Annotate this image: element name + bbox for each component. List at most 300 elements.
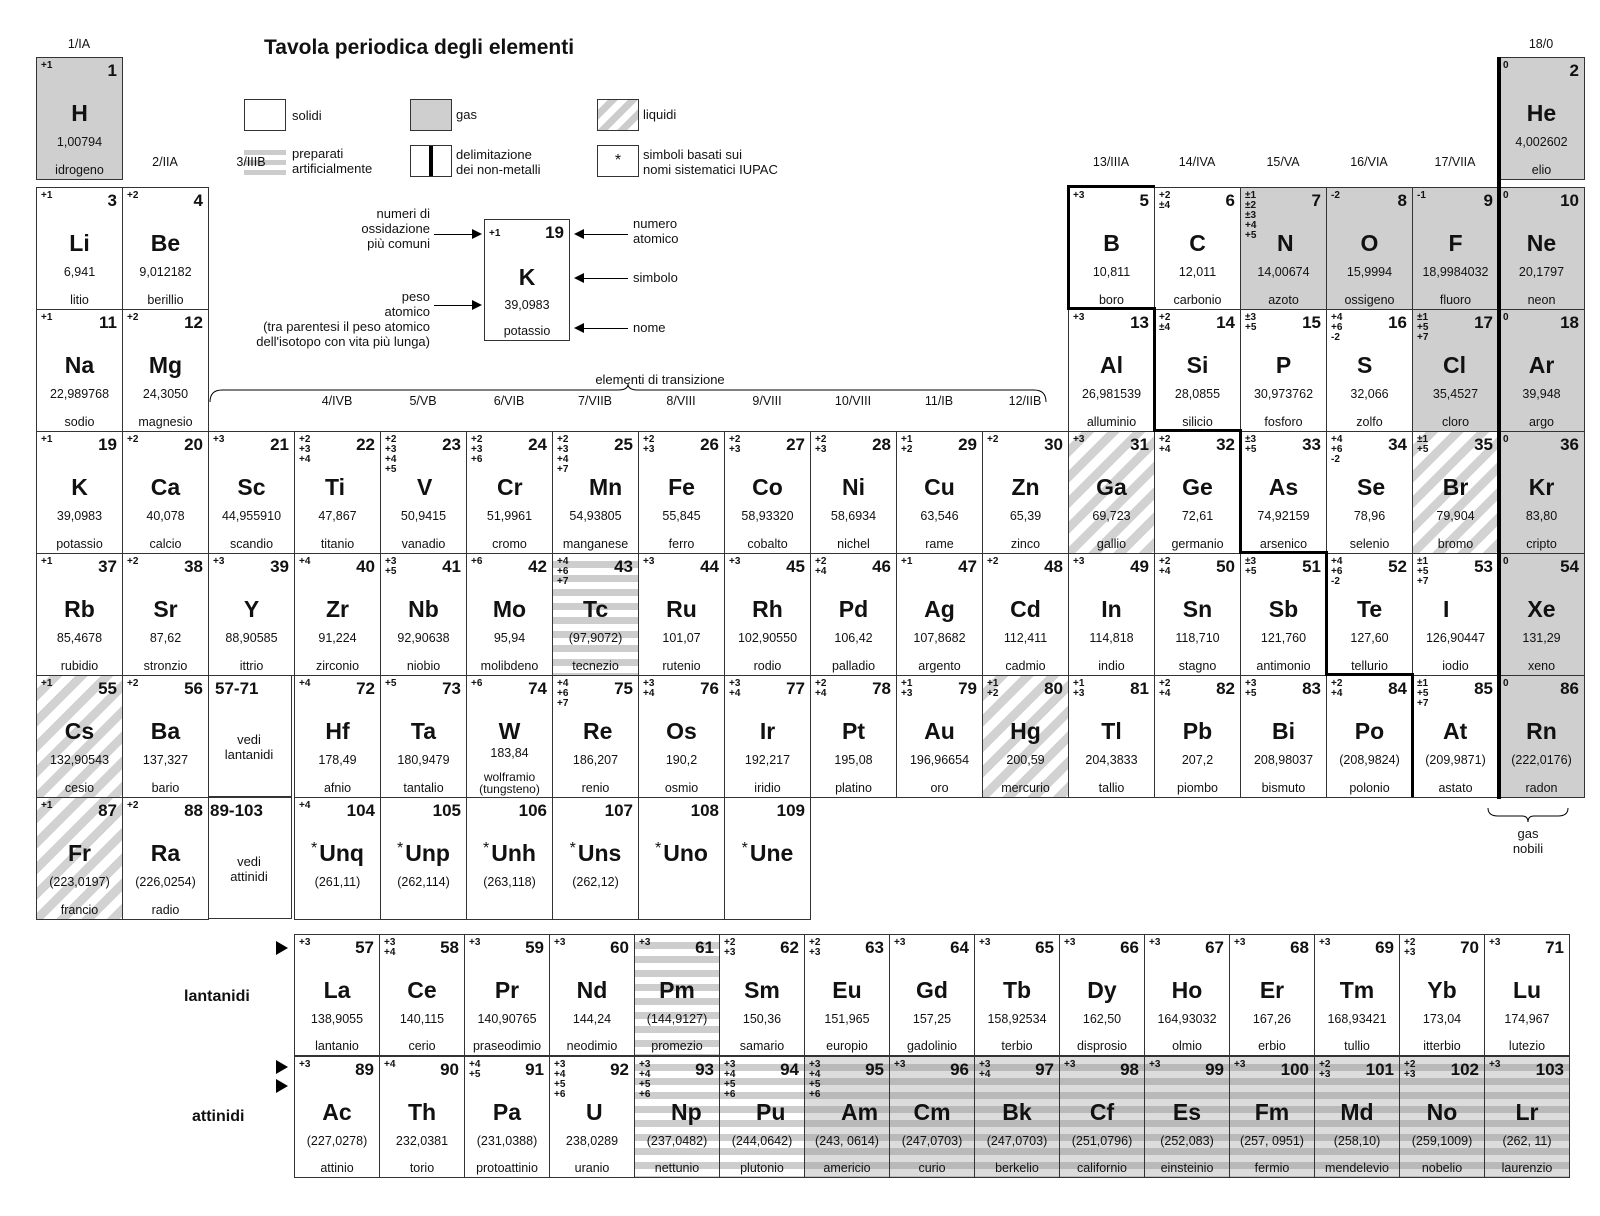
atomic-number: 41 <box>442 557 461 576</box>
element-bi[interactable] <box>1240 675 1327 798</box>
symbol-text: Np <box>671 1099 702 1125</box>
atomic-number: 92 <box>610 1060 629 1079</box>
atomic-number: 96 <box>950 1060 969 1079</box>
oxidation-states: +3 <box>1064 1059 1076 1070</box>
atomic-number: 79 <box>958 679 977 698</box>
atomic-number: 10 <box>1560 191 1579 210</box>
symbol-text: Ta <box>410 718 437 744</box>
atomic-weight: (252,083) <box>1160 1134 1214 1148</box>
element-zr[interactable] <box>294 553 381 676</box>
oxidation-states: +2 +3 <box>729 434 741 455</box>
element-ir[interactable] <box>724 675 811 798</box>
element-name: terbio <box>1001 1039 1033 1053</box>
atomic-weight: 190,2 <box>665 753 698 767</box>
oxidation-states: 0 <box>1503 678 1509 689</box>
element-ga[interactable] <box>1068 431 1155 554</box>
element-ca[interactable] <box>122 431 209 554</box>
reference-cell <box>484 219 570 341</box>
atomic-number: 9 <box>1483 191 1493 210</box>
element-name: oro <box>930 781 949 795</box>
element-symbol <box>1155 474 1240 501</box>
symbol-text: Os <box>666 718 697 744</box>
element-w[interactable] <box>466 675 553 798</box>
element-tb[interactable] <box>974 934 1060 1056</box>
symbol-text: Lu <box>1512 977 1542 1003</box>
element-ac[interactable] <box>294 1056 380 1178</box>
element-symbol <box>1145 1099 1229 1126</box>
element-symbol <box>811 718 896 745</box>
element-lu[interactable] <box>1484 934 1570 1056</box>
element-ag[interactable] <box>896 553 983 676</box>
element-symbol <box>380 1099 464 1126</box>
element-name: piombo <box>1177 781 1218 795</box>
oxidation-states: +2 <box>127 556 139 567</box>
atomic-weight: 132,90543 <box>49 753 110 767</box>
element-at[interactable] <box>1412 675 1499 798</box>
element-symbol <box>37 840 122 867</box>
actinides-placeholder[interactable] <box>206 797 292 919</box>
atomic-weight: (261,11) <box>314 875 361 889</box>
atomic-weight: 106,42 <box>834 631 873 645</box>
element-pd[interactable] <box>810 553 897 676</box>
element-symbol <box>1241 352 1326 379</box>
element-pb[interactable] <box>1154 675 1241 798</box>
element-nb[interactable] <box>380 553 467 676</box>
oxidation-states: ±3 +5 <box>1245 312 1257 333</box>
element-ru[interactable] <box>638 553 725 676</box>
element-name: rutenio <box>662 659 701 673</box>
element-symbol <box>583 596 638 623</box>
element-np[interactable] <box>634 1056 720 1178</box>
element-ne[interactable] <box>1498 187 1585 310</box>
element-he[interactable] <box>1498 57 1585 180</box>
element-symbol <box>1241 474 1326 501</box>
element-pa[interactable] <box>464 1056 550 1178</box>
element-p[interactable] <box>1240 309 1327 432</box>
oxidation-states: +1 <box>41 800 53 811</box>
element-symbol <box>1230 1099 1314 1126</box>
atomic-number: 29 <box>958 435 977 454</box>
element-hf[interactable] <box>294 675 381 798</box>
element-dy[interactable] <box>1059 934 1145 1056</box>
element-rn[interactable] <box>1498 675 1585 798</box>
symbol-text: Tl <box>1101 718 1122 744</box>
oxidation-states: +2 +4 <box>1331 678 1343 699</box>
atomic-number: 18 <box>1560 313 1579 332</box>
atomic-number: 60 <box>610 938 629 957</box>
element-rb[interactable] <box>36 553 123 676</box>
oxidation-states: +3 <box>639 937 651 948</box>
element-fe[interactable] <box>638 431 725 554</box>
element-re[interactable] <box>552 675 639 798</box>
element-cr[interactable] <box>466 431 553 554</box>
atomic-weight: 10,811 <box>1092 265 1131 279</box>
atomic-weight: (251,0796) <box>1071 1134 1133 1148</box>
element-zn[interactable] <box>982 431 1069 554</box>
atomic-weight: 35,4527 <box>1432 387 1479 401</box>
atomic-weight: 173,04 <box>1422 1012 1462 1026</box>
atomic-number: 47 <box>958 557 977 576</box>
atomic-number: 68 <box>1290 938 1309 957</box>
element-pr[interactable] <box>464 934 550 1056</box>
oxidation-states: +1 <box>41 312 53 323</box>
element-cd[interactable] <box>982 553 1069 676</box>
atomic-weight: 18,9984032 <box>1422 265 1489 279</box>
symbol-text: Kr <box>1528 474 1555 500</box>
symbol-text: Dy <box>1087 977 1117 1003</box>
element-sn[interactable] <box>1154 553 1241 676</box>
element-name: polonio <box>1349 781 1390 795</box>
element-tm[interactable] <box>1314 934 1400 1056</box>
atomic-number: 107 <box>604 801 633 820</box>
element-be[interactable] <box>122 187 209 310</box>
element-nd[interactable] <box>549 934 635 1056</box>
element-name: niobio <box>406 659 441 673</box>
element-se[interactable] <box>1326 431 1413 554</box>
element-ni[interactable] <box>810 431 897 554</box>
atomic-number: 73 <box>442 679 461 698</box>
element-ge[interactable] <box>1154 431 1241 554</box>
atomic-weight: 186,207 <box>572 753 619 767</box>
symbol-text: Mn <box>589 474 623 500</box>
atomic-weight: (247,0703) <box>986 1134 1048 1148</box>
actinides-label: attinidi <box>192 1108 245 1125</box>
element-symbol <box>123 840 208 867</box>
oxidation-states: +3 <box>213 434 225 445</box>
oxidation-states: +3 <box>894 1059 906 1070</box>
element-sb[interactable] <box>1240 553 1327 676</box>
element-s[interactable] <box>1326 309 1413 432</box>
element-pu[interactable] <box>719 1056 805 1178</box>
atomic-weight: 107,8682 <box>913 631 966 645</box>
element-eu[interactable] <box>804 934 890 1056</box>
oxidation-states: +2 +3 <box>1404 1059 1416 1080</box>
atomic-weight: (263,118) <box>483 875 536 889</box>
boundary-segment <box>1067 185 1070 309</box>
ref-cell-number: 19 <box>545 223 564 242</box>
element-rh[interactable] <box>724 553 811 676</box>
element-yb[interactable] <box>1399 934 1485 1056</box>
element-ta[interactable] <box>380 675 467 798</box>
atomic-number: 85 <box>1474 679 1493 698</box>
element-name: platino <box>835 781 872 795</box>
atomic-weight: 192,217 <box>744 753 791 767</box>
atomic-weight: 28,0855 <box>1174 387 1221 401</box>
atomic-number: 16 <box>1388 313 1407 332</box>
oxidation-states: +2 +3 <box>724 937 736 958</box>
element-symbol <box>975 977 1059 1004</box>
element-name: tallio <box>1098 781 1125 795</box>
element-as[interactable] <box>1240 431 1327 554</box>
element-name: nobelio <box>1421 1161 1463 1175</box>
element-sc[interactable] <box>208 431 295 554</box>
group-label: 8/VIII <box>666 394 696 408</box>
oxidation-states: +2 <box>987 556 999 567</box>
element-name: argento <box>918 659 961 673</box>
element-symbol <box>890 1099 974 1126</box>
atomic-number: 76 <box>700 679 719 698</box>
atomic-number: 80 <box>1044 679 1063 698</box>
element-symbol <box>381 718 466 745</box>
oxidation-states: +3 <box>1064 937 1076 948</box>
oxidation-states: +2 <box>127 678 139 689</box>
element-na[interactable] <box>36 309 123 432</box>
oxidation-states: ±1 +5 <box>1417 434 1429 455</box>
boundary-segment <box>1325 551 1328 675</box>
atomic-number: 93 <box>695 1060 714 1079</box>
element-ce[interactable] <box>379 934 465 1056</box>
element-symbol <box>1357 596 1412 623</box>
element-pm[interactable] <box>634 934 720 1056</box>
element-xe[interactable] <box>1498 553 1585 676</box>
oxidation-states: +1 <box>41 190 53 201</box>
element-th[interactable] <box>379 1056 465 1178</box>
symbol-text: Re <box>583 718 613 744</box>
element-symbol <box>1357 352 1412 379</box>
element-au[interactable] <box>896 675 983 798</box>
symbol-text: Fr <box>68 840 91 866</box>
element-tl[interactable] <box>1068 675 1155 798</box>
oxidation-states: +3 +4 <box>384 937 396 958</box>
legend-nonmetal-label: delimitazione dei non-metalli <box>456 147 541 177</box>
element-mg[interactable] <box>122 309 209 432</box>
element-name: wolframio (tungsteno) <box>479 770 540 796</box>
element-li[interactable] <box>36 187 123 310</box>
element-unq[interactable] <box>294 797 381 920</box>
element-name: calcio <box>149 537 182 551</box>
symbol-text: P <box>1275 352 1292 378</box>
element-cm[interactable] <box>889 1056 975 1178</box>
element-name: cromo <box>492 537 527 551</box>
atomic-weight: 55,845 <box>662 509 701 523</box>
atomic-number: 87 <box>98 801 117 820</box>
atomic-weight: 91,224 <box>318 631 357 645</box>
element-i[interactable] <box>1412 553 1499 676</box>
atomic-weight: 207,2 <box>1181 753 1214 767</box>
lanthanides-placeholder[interactable] <box>206 675 292 797</box>
atomic-number: 75 <box>614 679 633 698</box>
placeholder-range: 89-103 <box>210 801 263 820</box>
element-sr[interactable] <box>122 553 209 676</box>
oxidation-states: +3 <box>1319 937 1331 948</box>
symbol-text: Y <box>243 596 260 622</box>
element-kr[interactable] <box>1498 431 1585 554</box>
atomic-weight: 162,50 <box>1082 1012 1122 1026</box>
atomic-number: 6 <box>1225 191 1235 210</box>
element-symbol <box>1155 596 1240 623</box>
element-name: francio <box>60 903 99 917</box>
element-unp[interactable] <box>380 797 467 920</box>
element-name: nichel <box>837 537 870 551</box>
oxidation-states: +3 <box>1234 1059 1246 1070</box>
group-label: 5/VB <box>409 394 437 408</box>
element-unh[interactable] <box>466 797 553 920</box>
oxidation-states: +2 <box>127 434 139 445</box>
element-y[interactable] <box>208 553 295 676</box>
element-po[interactable] <box>1326 675 1413 798</box>
oxidation-states: +2 +3 <box>1319 1059 1331 1080</box>
oxidation-states: +2 +3 +4 +5 <box>385 434 397 475</box>
element-symbol <box>1241 718 1326 745</box>
element-symbol <box>639 840 724 867</box>
symbol-text: Yb <box>1427 977 1457 1003</box>
oxidation-states: +4 <box>299 556 311 567</box>
atomic-weight: 157,25 <box>912 1012 952 1026</box>
element-al[interactable] <box>1068 309 1155 432</box>
atomic-number: 94 <box>780 1060 799 1079</box>
noble-gas-brace <box>1486 806 1570 824</box>
oxidation-states: +4 +6 +7 <box>557 678 569 709</box>
element-u[interactable] <box>549 1056 635 1178</box>
element-b[interactable] <box>1068 187 1155 310</box>
atomic-weight: 50,9415 <box>400 509 447 523</box>
element-symbol <box>295 596 380 623</box>
symbol-text: Am <box>841 1099 879 1125</box>
symbol-text: Hg <box>1010 718 1041 744</box>
element-name: cesio <box>64 781 95 795</box>
atomic-weight: 151,965 <box>824 1012 870 1026</box>
element-la[interactable] <box>294 934 380 1056</box>
element-name: idrogeno <box>55 163 104 177</box>
element-o[interactable] <box>1326 187 1413 310</box>
atomic-number: 86 <box>1560 679 1579 698</box>
element-os[interactable] <box>638 675 725 798</box>
element-co[interactable] <box>724 431 811 554</box>
atomic-number: 72 <box>356 679 375 698</box>
boundary-segment <box>1067 307 1155 310</box>
element-f[interactable] <box>1412 187 1499 310</box>
element-name: magnesio <box>138 415 193 429</box>
atomic-weight: 39,948 <box>1522 387 1561 401</box>
element-symbol <box>1241 596 1326 623</box>
element-name: americio <box>823 1161 871 1175</box>
element-no[interactable] <box>1399 1056 1485 1178</box>
element-ar[interactable] <box>1498 309 1585 432</box>
element-h[interactable] <box>36 57 123 180</box>
element-in[interactable] <box>1068 553 1155 676</box>
element-name: germanio <box>1171 537 1224 551</box>
element-c[interactable] <box>1154 187 1241 310</box>
element-ba[interactable] <box>122 675 209 798</box>
element-am[interactable] <box>804 1056 890 1178</box>
atomic-number: 31 <box>1130 435 1149 454</box>
boundary-segment <box>1153 429 1241 432</box>
oxidation-states: +1 <box>41 678 53 689</box>
element-si[interactable] <box>1154 309 1241 432</box>
element-er[interactable] <box>1229 934 1315 1056</box>
element-symbol <box>295 977 379 1004</box>
symbol-text: Cm <box>913 1099 951 1125</box>
symbol-text: I <box>1443 596 1450 622</box>
atomic-weight: 20,1797 <box>1518 265 1565 279</box>
element-br[interactable] <box>1412 431 1499 554</box>
placeholder-text: vedi attinidi <box>230 854 268 884</box>
oxidation-states: +3 <box>1073 190 1085 201</box>
element-symbol <box>1230 977 1314 1004</box>
symbol-text: He <box>1526 100 1557 126</box>
oxidation-states: +2 +4 <box>815 556 827 577</box>
element-name: arsenico <box>1259 537 1308 551</box>
element-es[interactable] <box>1144 1056 1230 1178</box>
symbol-text: Pu <box>756 1099 786 1125</box>
placeholder-range: 57-71 <box>215 679 259 698</box>
atomic-number: 51 <box>1302 557 1321 576</box>
element-mo[interactable] <box>466 553 553 676</box>
atomic-number: 3 <box>107 191 117 210</box>
element-fr[interactable] <box>36 797 123 920</box>
atomic-number: 45 <box>786 557 805 576</box>
element-symbol <box>1443 352 1498 379</box>
element-symbol <box>897 718 982 745</box>
element-sm[interactable] <box>719 934 805 1056</box>
symbol-text: Pt <box>842 718 865 744</box>
element-ti[interactable] <box>294 431 381 554</box>
element-tc[interactable] <box>552 553 639 676</box>
element-uns[interactable] <box>552 797 639 920</box>
element-une[interactable] <box>724 797 811 920</box>
element-te[interactable] <box>1326 553 1413 676</box>
oxidation-states: +3 <box>554 937 566 948</box>
element-symbol <box>725 596 810 623</box>
element-cs[interactable] <box>36 675 123 798</box>
symbol-text: Co <box>752 474 783 500</box>
element-mn[interactable] <box>552 431 639 554</box>
oxidation-states: +3 <box>643 556 655 567</box>
element-symbol <box>465 1099 549 1126</box>
symbol-text: Lr <box>1515 1099 1539 1125</box>
ref-cell-name: potassio <box>503 324 551 338</box>
ref-name-label: nome <box>633 320 666 335</box>
element-name: elio <box>1531 163 1552 177</box>
element-name: palladio <box>831 659 876 673</box>
atomic-number: 84 <box>1388 679 1407 698</box>
element-k[interactable] <box>36 431 123 554</box>
element-ho[interactable] <box>1144 934 1230 1056</box>
atomic-weight: 137,327 <box>142 753 189 767</box>
oxidation-states: +3 <box>469 937 481 948</box>
oxidation-states: 0 <box>1503 60 1509 71</box>
element-uno[interactable] <box>638 797 725 920</box>
element-cf[interactable] <box>1059 1056 1145 1178</box>
element-ra[interactable] <box>122 797 209 920</box>
element-symbol <box>1443 718 1498 745</box>
oxidation-states: ±1 +5 +7 <box>1417 556 1429 587</box>
arrow-number <box>584 234 628 235</box>
element-md[interactable] <box>1314 1056 1400 1178</box>
element-v[interactable] <box>380 431 467 554</box>
element-lr[interactable] <box>1484 1056 1570 1178</box>
element-pt[interactable] <box>810 675 897 798</box>
oxidation-states: +6 <box>471 556 483 567</box>
element-n[interactable] <box>1240 187 1327 310</box>
symbol-text: Mg <box>148 352 183 378</box>
group-label: 13/IIIA <box>1092 155 1130 169</box>
element-cl[interactable] <box>1412 309 1499 432</box>
element-bk[interactable] <box>974 1056 1060 1178</box>
element-symbol <box>890 977 974 1004</box>
oxidation-states: +3 +4 +5 +6 <box>724 1059 736 1100</box>
element-gd[interactable] <box>889 934 975 1056</box>
atomic-weight: 88,90585 <box>225 631 278 645</box>
element-fm[interactable] <box>1229 1056 1315 1178</box>
element-symbol <box>381 840 466 867</box>
element-symbol <box>1499 596 1584 623</box>
atomic-weight: 150,36 <box>742 1012 782 1026</box>
actinides-pointer-2 <box>276 1079 288 1093</box>
element-cu[interactable] <box>896 431 983 554</box>
symbol-text: Une <box>749 840 794 866</box>
element-hg[interactable] <box>982 675 1069 798</box>
